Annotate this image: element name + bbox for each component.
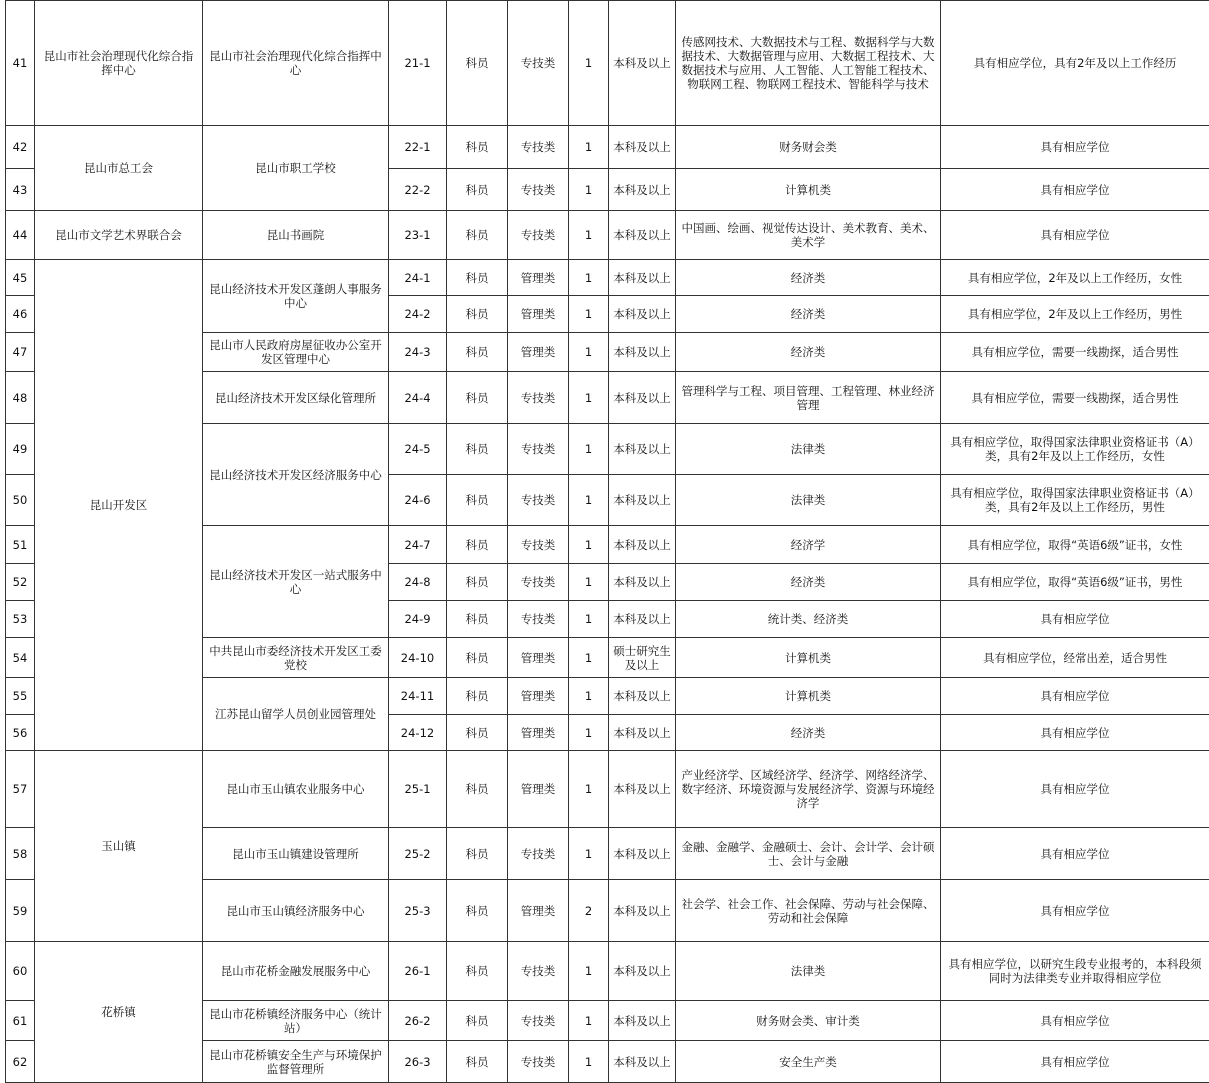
position-name: 科员 — [447, 424, 508, 475]
department: 昆山市社会治理现代化综合指挥中心 — [35, 1, 203, 126]
position-name: 科员 — [447, 828, 508, 880]
major: 经济类 — [676, 333, 941, 372]
hire-count: 1 — [569, 678, 609, 715]
position-name: 科员 — [447, 751, 508, 828]
position-name: 科员 — [447, 333, 508, 372]
major: 经济类 — [676, 715, 941, 751]
position-name: 科员 — [447, 372, 508, 424]
position-category: 管理类 — [508, 751, 569, 828]
education: 本科及以上 — [609, 260, 676, 296]
hire-count: 1 — [569, 333, 609, 372]
position-code: 22-1 — [389, 126, 447, 169]
position-code: 24-9 — [389, 601, 447, 638]
position-category: 专技类 — [508, 211, 569, 260]
position-code: 25-2 — [389, 828, 447, 880]
education: 本科及以上 — [609, 372, 676, 424]
education: 本科及以上 — [609, 126, 676, 169]
hire-count: 1 — [569, 526, 609, 564]
position-category: 管理类 — [508, 715, 569, 751]
row-number: 53 — [6, 601, 35, 638]
education: 本科及以上 — [609, 564, 676, 601]
position-code: 24-2 — [389, 296, 447, 333]
department: 昆山开发区 — [35, 260, 203, 751]
position-category: 管理类 — [508, 638, 569, 678]
major: 社会学、社会工作、社会保障、劳动与社会保障、劳动和社会保障 — [676, 880, 941, 942]
position-name: 科员 — [447, 296, 508, 333]
hire-count: 1 — [569, 169, 609, 211]
position-code: 24-1 — [389, 260, 447, 296]
employer-unit: 昆山市花桥镇经济服务中心（统计站） — [203, 1001, 389, 1041]
education: 本科及以上 — [609, 169, 676, 211]
position-category: 专技类 — [508, 942, 569, 1001]
hire-count: 1 — [569, 601, 609, 638]
row-number: 56 — [6, 715, 35, 751]
position-code: 24-11 — [389, 678, 447, 715]
requirements: 具有相应学位，取得“英语6级”证书，女性 — [941, 526, 1209, 564]
department: 花桥镇 — [35, 942, 203, 1083]
hire-count: 1 — [569, 1, 609, 126]
employer-unit: 昆山经济技术开发区经济服务中心 — [203, 424, 389, 526]
education: 本科及以上 — [609, 333, 676, 372]
hire-count: 1 — [569, 638, 609, 678]
hire-count: 1 — [569, 424, 609, 475]
major: 经济类 — [676, 260, 941, 296]
employer-unit: 昆山经济技术开发区蓬朗人事服务中心 — [203, 260, 389, 333]
major: 财务财会类、审计类 — [676, 1001, 941, 1041]
row-number: 59 — [6, 880, 35, 942]
education: 本科及以上 — [609, 828, 676, 880]
row-number: 49 — [6, 424, 35, 475]
row-number: 60 — [6, 942, 35, 1001]
position-code: 24-7 — [389, 526, 447, 564]
requirements: 具有相应学位，2年及以上工作经历，女性 — [941, 260, 1209, 296]
position-code: 24-5 — [389, 424, 447, 475]
hire-count: 1 — [569, 296, 609, 333]
major: 经济类 — [676, 296, 941, 333]
education: 本科及以上 — [609, 942, 676, 1001]
position-category: 专技类 — [508, 564, 569, 601]
major: 统计类、经济类 — [676, 601, 941, 638]
major: 财务财会类 — [676, 126, 941, 169]
row-number: 54 — [6, 638, 35, 678]
position-category: 专技类 — [508, 1001, 569, 1041]
employer-unit: 昆山经济技术开发区绿化管理所 — [203, 372, 389, 424]
major: 计算机类 — [676, 678, 941, 715]
position-name: 科员 — [447, 211, 508, 260]
education: 本科及以上 — [609, 475, 676, 526]
position-category: 管理类 — [508, 333, 569, 372]
education: 本科及以上 — [609, 211, 676, 260]
requirements: 具有相应学位 — [941, 169, 1209, 211]
requirements: 具有相应学位，取得“英语6级”证书，男性 — [941, 564, 1209, 601]
major: 金融、金融学、金融硕士、会计、会计学、会计硕士、会计与金融 — [676, 828, 941, 880]
position-name: 科员 — [447, 601, 508, 638]
employer-unit: 昆山市玉山镇经济服务中心 — [203, 880, 389, 942]
table-row — [6, 126, 1209, 169]
position-category: 专技类 — [508, 526, 569, 564]
position-code: 23-1 — [389, 211, 447, 260]
requirements: 具有相应学位 — [941, 715, 1209, 751]
row-number: 57 — [6, 751, 35, 828]
position-name: 科员 — [447, 475, 508, 526]
row-number: 52 — [6, 564, 35, 601]
requirements: 具有相应学位 — [941, 751, 1209, 828]
position-code: 24-10 — [389, 638, 447, 678]
hire-count: 1 — [569, 260, 609, 296]
position-name: 科员 — [447, 564, 508, 601]
position-code: 26-2 — [389, 1001, 447, 1041]
major: 计算机类 — [676, 638, 941, 678]
row-number: 46 — [6, 296, 35, 333]
major: 中国画、绘画、视觉传达设计、美术教育、美术、美术学 — [676, 211, 941, 260]
table-row — [6, 1, 1209, 126]
requirements: 具有相应学位，2年及以上工作经历，男性 — [941, 296, 1209, 333]
position-name: 科员 — [447, 678, 508, 715]
table-row — [6, 211, 1209, 260]
education: 本科及以上 — [609, 1041, 676, 1083]
position-category: 专技类 — [508, 1, 569, 126]
row-number: 55 — [6, 678, 35, 715]
requirements: 具有相应学位 — [941, 828, 1209, 880]
row-number: 62 — [6, 1041, 35, 1083]
position-name: 科员 — [447, 260, 508, 296]
hire-count: 1 — [569, 828, 609, 880]
education: 本科及以上 — [609, 526, 676, 564]
row-number: 48 — [6, 372, 35, 424]
position-name: 科员 — [447, 942, 508, 1001]
major: 管理科学与工程、项目管理、工程管理、林业经济管理 — [676, 372, 941, 424]
department: 昆山市总工会 — [35, 126, 203, 211]
education: 硕士研究生及以上 — [609, 638, 676, 678]
row-number: 43 — [6, 169, 35, 211]
position-code: 24-4 — [389, 372, 447, 424]
employer-unit: 昆山市人民政府房屋征收办公室开发区管理中心 — [203, 333, 389, 372]
table-row — [6, 260, 1209, 296]
row-number: 61 — [6, 1001, 35, 1041]
employer-unit: 昆山市职工学校 — [203, 126, 389, 211]
position-name: 科员 — [447, 126, 508, 169]
major: 安全生产类 — [676, 1041, 941, 1083]
requirements: 具有相应学位 — [941, 126, 1209, 169]
position-category: 专技类 — [508, 1041, 569, 1083]
requirements: 具有相应学位 — [941, 1041, 1209, 1083]
major: 经济学 — [676, 526, 941, 564]
requirements: 具有相应学位 — [941, 880, 1209, 942]
department: 玉山镇 — [35, 751, 203, 942]
requirements: 具有相应学位 — [941, 601, 1209, 638]
position-name: 科员 — [447, 526, 508, 564]
education: 本科及以上 — [609, 715, 676, 751]
position-code: 24-3 — [389, 333, 447, 372]
employer-unit: 昆山市玉山镇农业服务中心 — [203, 751, 389, 828]
department: 昆山市文学艺术界联合会 — [35, 211, 203, 260]
major: 计算机类 — [676, 169, 941, 211]
position-category: 专技类 — [508, 601, 569, 638]
position-category: 专技类 — [508, 424, 569, 475]
position-name: 科员 — [447, 715, 508, 751]
requirements: 具有相应学位，以研究生段专业报考的，本科段须同时为法律类专业并取得相应学位 — [941, 942, 1209, 1001]
education: 本科及以上 — [609, 678, 676, 715]
requirements: 具有相应学位 — [941, 1001, 1209, 1041]
requirements: 具有相应学位，取得国家法律职业资格证书（A）类，具有2年及以上工作经历，女性 — [941, 424, 1209, 475]
hire-count: 1 — [569, 564, 609, 601]
position-category: 管理类 — [508, 880, 569, 942]
hire-count: 1 — [569, 372, 609, 424]
row-number: 50 — [6, 475, 35, 526]
employer-unit: 昆山书画院 — [203, 211, 389, 260]
education: 本科及以上 — [609, 1, 676, 126]
row-number: 44 — [6, 211, 35, 260]
row-number: 47 — [6, 333, 35, 372]
requirements: 具有相应学位，需要一线勘探，适合男性 — [941, 372, 1209, 424]
hire-count: 1 — [569, 1001, 609, 1041]
hire-count: 1 — [569, 751, 609, 828]
education: 本科及以上 — [609, 1001, 676, 1041]
major: 法律类 — [676, 424, 941, 475]
row-number: 42 — [6, 126, 35, 169]
hire-count: 1 — [569, 1041, 609, 1083]
position-category: 管理类 — [508, 260, 569, 296]
requirements: 具有相应学位，具有2年及以上工作经历 — [941, 1, 1209, 126]
position-code: 25-3 — [389, 880, 447, 942]
education: 本科及以上 — [609, 424, 676, 475]
requirements: 具有相应学位 — [941, 678, 1209, 715]
employer-unit: 江苏昆山留学人员创业园管理处 — [203, 678, 389, 751]
requirements: 具有相应学位，取得国家法律职业资格证书（A）类，具有2年及以上工作经历，男性 — [941, 475, 1209, 526]
requirements: 具有相应学位，经常出差，适合男性 — [941, 638, 1209, 678]
position-code: 26-3 — [389, 1041, 447, 1083]
row-number: 58 — [6, 828, 35, 880]
table-row — [6, 751, 1209, 828]
position-category: 专技类 — [508, 475, 569, 526]
education: 本科及以上 — [609, 880, 676, 942]
position-name: 科员 — [447, 1041, 508, 1083]
recruitment-table — [5, 0, 1209, 1083]
position-category: 管理类 — [508, 678, 569, 715]
major: 传感网技术、大数据技术与工程、数据科学与大数据技术、大数据管理与应用、大数据工程技术、大数据技术与应用、人工智能、人工智能工程技术、物联网工程、物联网工程技术、智能科学与技术 — [676, 1, 941, 126]
position-category: 专技类 — [508, 828, 569, 880]
hire-count: 1 — [569, 715, 609, 751]
employer-unit: 昆山市花桥镇安全生产与环境保护监督管理所 — [203, 1041, 389, 1083]
requirements: 具有相应学位 — [941, 211, 1209, 260]
employer-unit: 中共昆山市委经济技术开发区工委党校 — [203, 638, 389, 678]
employer-unit: 昆山市社会治理现代化综合指挥中心 — [203, 1, 389, 126]
education: 本科及以上 — [609, 751, 676, 828]
position-code: 24-8 — [389, 564, 447, 601]
position-name: 科员 — [447, 1, 508, 126]
education: 本科及以上 — [609, 601, 676, 638]
position-name: 科员 — [447, 638, 508, 678]
major: 产业经济学、区域经济学、经济学、网络经济学、数字经济、环境资源与发展经济学、资源与环境经济学 — [676, 751, 941, 828]
employer-unit: 昆山市花桥金融发展服务中心 — [203, 942, 389, 1001]
hire-count: 1 — [569, 942, 609, 1001]
major: 法律类 — [676, 942, 941, 1001]
hire-count: 2 — [569, 880, 609, 942]
position-code: 25-1 — [389, 751, 447, 828]
position-code: 21-1 — [389, 1, 447, 126]
major: 法律类 — [676, 475, 941, 526]
hire-count: 1 — [569, 475, 609, 526]
position-name: 科员 — [447, 880, 508, 942]
position-code: 26-1 — [389, 942, 447, 1001]
major: 经济类 — [676, 564, 941, 601]
hire-count: 1 — [569, 126, 609, 169]
position-code: 24-6 — [389, 475, 447, 526]
row-number: 41 — [6, 1, 35, 126]
row-number: 51 — [6, 526, 35, 564]
position-category: 管理类 — [508, 296, 569, 333]
hire-count: 1 — [569, 211, 609, 260]
position-code: 24-12 — [389, 715, 447, 751]
row-number: 45 — [6, 260, 35, 296]
requirements: 具有相应学位，需要一线勘探，适合男性 — [941, 333, 1209, 372]
employer-unit: 昆山经济技术开发区一站式服务中心 — [203, 526, 389, 638]
table-row — [6, 942, 1209, 1001]
position-category: 专技类 — [508, 169, 569, 211]
position-name: 科员 — [447, 1001, 508, 1041]
employer-unit: 昆山市玉山镇建设管理所 — [203, 828, 389, 880]
position-code: 22-2 — [389, 169, 447, 211]
education: 本科及以上 — [609, 296, 676, 333]
position-category: 专技类 — [508, 372, 569, 424]
position-name: 科员 — [447, 169, 508, 211]
position-category: 专技类 — [508, 126, 569, 169]
